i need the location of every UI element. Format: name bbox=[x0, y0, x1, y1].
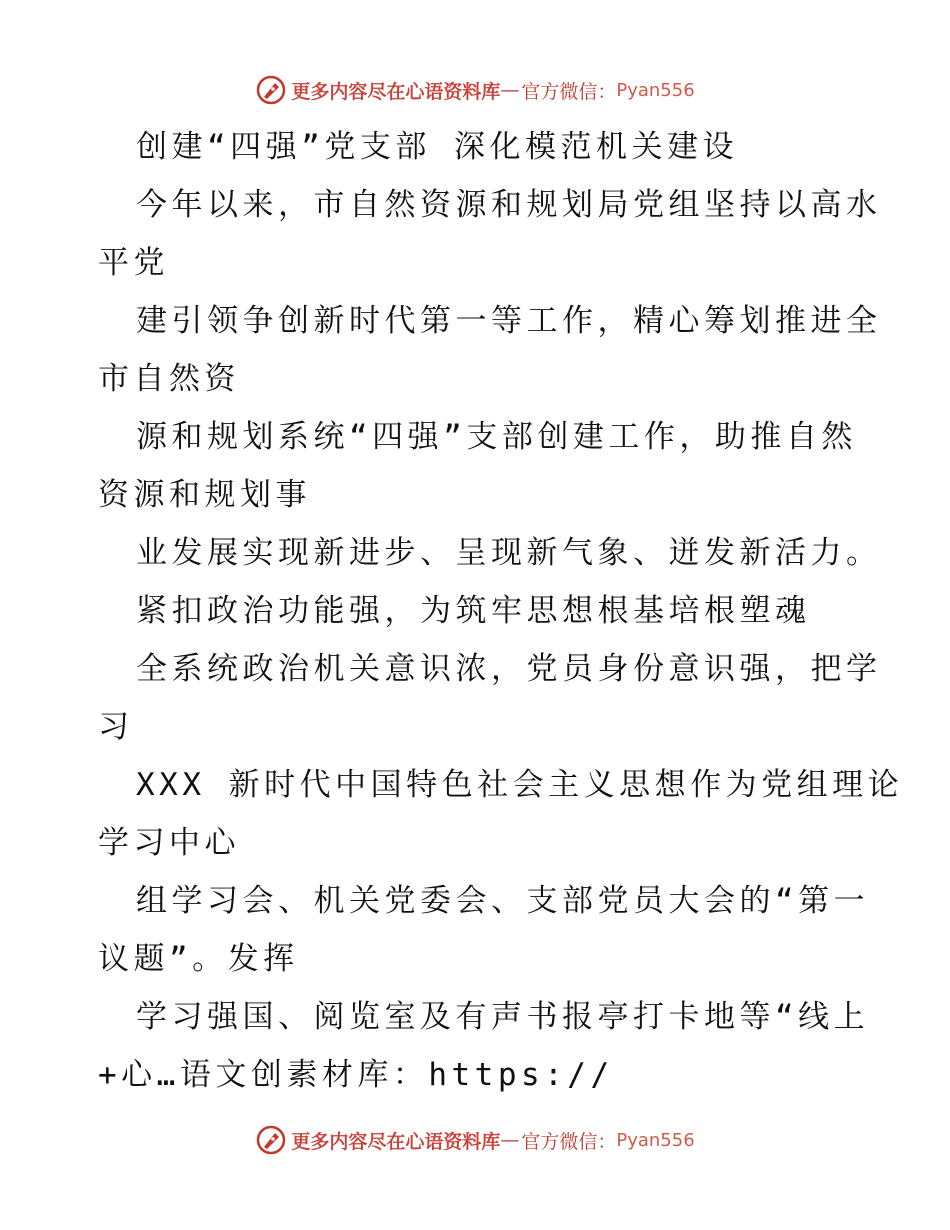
document-title: 创建“四强”党支部 深化模范机关建设 bbox=[136, 129, 738, 165]
paragraph-line: 学习强国、阅览室及有声书报亭打卡地等“线上 bbox=[136, 999, 870, 1035]
paragraph-line: 业发展实现新进步、呈现新气象、迸发新活力。 bbox=[136, 535, 882, 571]
watermark-brand: 更多内容尽在心语资料库 bbox=[291, 80, 501, 103]
watermark-wechat-id: Pyan556 bbox=[616, 1129, 695, 1151]
watermark-wechat-label: 官方微信： bbox=[521, 80, 617, 103]
paragraph-line: 资源和规划事 bbox=[98, 477, 311, 513]
paragraph-line: 习 bbox=[98, 709, 134, 745]
watermark-separator: — bbox=[500, 79, 520, 101]
watermark-brand: 更多内容尽在心语资料库 bbox=[291, 1130, 501, 1153]
pen-nib-logo-icon bbox=[255, 1124, 287, 1156]
watermark-separator: — bbox=[500, 1129, 520, 1151]
paragraph-line: 市自然资 bbox=[98, 361, 240, 397]
watermark-wechat-id: Pyan556 bbox=[616, 79, 695, 101]
paragraph-line: 平党 bbox=[98, 245, 169, 281]
paragraph-line: 议题”。发挥 bbox=[98, 941, 299, 977]
paragraph-line: 组学习会、机关党委会、支部党员大会的“第一 bbox=[136, 883, 870, 919]
paragraph-line: 建引领争创新时代第一等工作，精心筹划推进全 bbox=[136, 303, 882, 339]
footer-watermark bbox=[0, 1118, 950, 1162]
watermark-wechat-label: 官方微信： bbox=[521, 1130, 617, 1153]
paragraph-line: +心…语文创素材库：https:// bbox=[98, 1057, 614, 1093]
header-watermark bbox=[0, 68, 950, 112]
paragraph-line: 今年以来，市自然资源和规划局党组坚持以高水 bbox=[136, 187, 882, 223]
section-heading: 紧扣政治功能强，为筑牢思想根基培根塑魂 bbox=[136, 593, 811, 629]
pen-nib-logo-icon bbox=[255, 74, 287, 106]
paragraph-line: 源和规划系统“四强”支部创建工作，助推自然 bbox=[136, 419, 857, 455]
paragraph-line: XXX 新时代中国特色社会主义思想作为党组理论 bbox=[136, 767, 904, 803]
paragraph-line: 学习中心 bbox=[98, 825, 240, 861]
paragraph-line: 全系统政治机关意识浓，党员身份意识强，把学 bbox=[136, 651, 882, 687]
